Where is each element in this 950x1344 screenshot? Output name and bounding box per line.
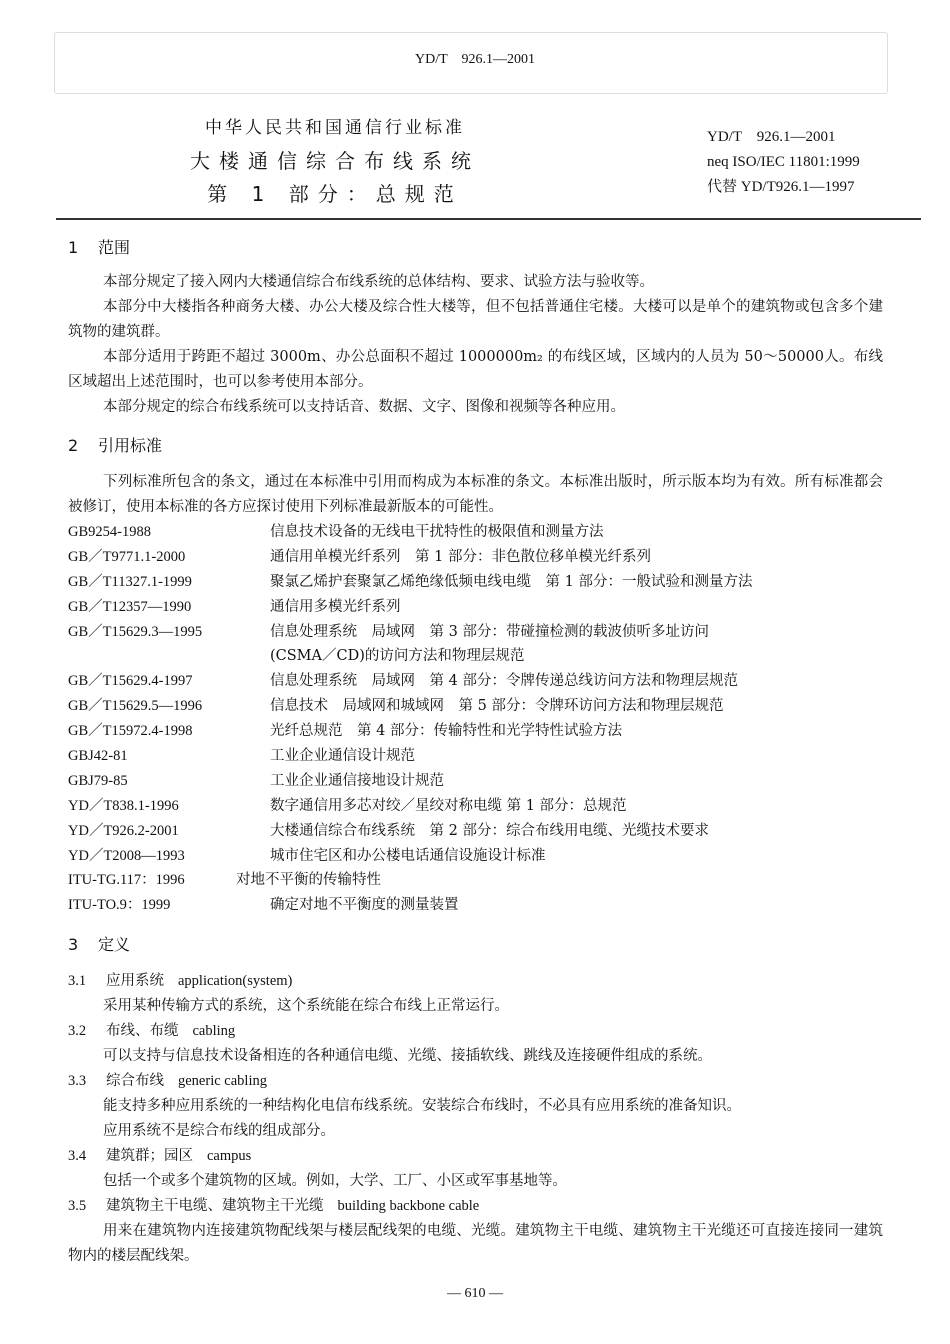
section-1-paragraph: 本部分适用于跨距不超过 3000m、办公总面积不超过 1000000m₂ 的布线区域，区域内的人员为 50～50000人。布线区域超出上述范围时，也可以参考使用本部分。	[68, 349, 883, 390]
reference-title: 通信用多模光纤系列	[270, 598, 401, 615]
reference-title: 大楼通信综合布线系统 第 2 部分：综合布线用电缆、光缆技术要求	[270, 822, 709, 839]
definition-term-en: application(system)	[178, 973, 293, 989]
reference-title: 信息处理系统 局域网 第 4 部分：令牌传递总线访问方法和物理层规范	[270, 673, 738, 690]
definition-term	[68, 1019, 883, 1044]
reference-title: 确定对地不平衡度的测量装置	[270, 897, 459, 914]
section-1-paragraph: 本部分中大楼指各种商务大楼、办公大楼及综合性大楼等，但不包括普通住宅楼。大楼可以是单个的建筑物或包含多个建筑物的建筑群。	[68, 299, 883, 340]
reference-title: 工业企业通信设计规范	[270, 748, 415, 765]
definition-term-zh: 布线、布缆	[106, 1023, 179, 1039]
definition-term-zh: 应用系统	[106, 973, 164, 989]
definition-term-en: cabling	[192, 1023, 236, 1039]
reference-code: GB／T15972.4-1998	[68, 723, 193, 740]
reference-code: GB／T9771.1-2000	[68, 548, 186, 565]
reference-code: GBJ79-85	[68, 772, 128, 789]
document-title: 大楼通信综合布线系统	[190, 149, 480, 173]
reference-code: GB9254-1988	[68, 524, 151, 540]
reference-code: YD／T926.2-2001	[68, 822, 179, 839]
reference-title: 聚氯乙烯护套聚氯乙烯绝缘低频电线电缆 第 1 部分：一般试验和测量方法	[270, 573, 753, 590]
reference-title: 通信用单模光纤系列 第 1 部分：非色散位移单模光纤系列	[270, 548, 651, 565]
reference-title: 对地不平衡的传输特性	[236, 872, 381, 889]
definition-term-en: generic cabling	[178, 1073, 267, 1089]
definition-body: 用来在建筑物内连接建筑物配线架与楼层配线架的电缆、光缆。建筑物主干电缆、建筑物主干光缆还可直接连接同一建筑物内的楼层配线架。	[68, 1223, 883, 1264]
reference-title: 数字通信用多芯对绞／星绞对称电缆 第 1 部分：总规范	[270, 797, 627, 814]
section-title: 范围	[98, 238, 131, 257]
reference-code: ITU-TG.117：1996	[68, 872, 185, 889]
section-title: 引用标准	[98, 436, 163, 455]
definitions-list	[68, 969, 883, 1269]
definition-number: 3.4	[68, 1148, 87, 1164]
definition-body: 能支持多种应用系统的一种结构化电信布线系统。安装综合布线时，不必具有应用系统的准备知识。	[103, 1098, 741, 1114]
definition-term-zh: 建筑群；园区	[106, 1148, 193, 1164]
definition-body: 包括一个或多个建筑物的区域。例如，大学、工厂、小区或军事基地等。	[103, 1173, 567, 1189]
reference-code: GBJ42-81	[68, 748, 128, 765]
section-1-paragraph: 本部分规定的综合布线系统可以支持话音、数据、文字、图像和视频等各种应用。	[103, 399, 625, 415]
definition-term-en: building backbone cable	[337, 1198, 480, 1214]
definition-number: 3.1	[68, 973, 87, 989]
definition-term	[68, 1194, 883, 1219]
reference-title: 光纤总规范 第 4 部分：传输特性和光学特性试验方法	[270, 723, 622, 740]
section-3-heading	[68, 932, 130, 955]
section-number: 3	[68, 935, 79, 954]
definition-term-zh: 建筑物主干电缆、建筑物主干光缆	[106, 1198, 324, 1214]
definition-term-en: campus	[207, 1148, 252, 1164]
reference-title: (CSMA／CD)的访问方法和物理层规范	[270, 648, 525, 665]
reference-title: 信息处理系统 局域网 第 3 部分：带碰撞检测的载波侦听多址访问	[270, 623, 709, 640]
section-number: 1	[68, 238, 79, 257]
definition-number: 3.2	[68, 1023, 87, 1039]
reference-code: GB／T15629.4-1997	[68, 673, 193, 690]
definition-term-zh: 综合布线	[106, 1073, 164, 1089]
title-divider	[56, 218, 921, 220]
definition-number: 3.5	[68, 1198, 87, 1214]
definition-body: 应用系统不是综合布线的组成部分。	[103, 1123, 335, 1139]
section-2-heading	[68, 433, 162, 456]
replaces-note: 代替 YD/T926.1—1997	[707, 179, 855, 195]
section-title: 定义	[98, 935, 131, 954]
definition-term	[68, 1069, 883, 1094]
section-2-intro: 下列标准所包含的条文，通过在本标准中引用而构成为本标准的条文。本标准出版时，所示版本均为有效。所有标准都会被修订，使用本标准的各方应探讨使用下列标准最新版本的可能性。	[68, 474, 883, 515]
equivalence-note: neq ISO/IEC 11801:1999	[707, 154, 860, 170]
section-1-heading	[68, 235, 130, 258]
section-number: 2	[68, 436, 79, 455]
reference-code: ITU-TO.9：1999	[68, 897, 171, 914]
reference-code: GB／T12357—1990	[68, 598, 192, 615]
reference-title: 信息技术 局域网和城域网 第 5 部分：令牌环访问方法和物理层规范	[270, 698, 724, 715]
definition-term	[68, 969, 883, 994]
document-subtitle: 第 1 部分：总规范	[207, 182, 463, 206]
definition-term	[68, 1144, 883, 1169]
standard-code: YD/T 926.1—2001	[707, 129, 836, 145]
reference-code: GB／T11327.1-1999	[68, 573, 192, 590]
reference-code: GB／T15629.3—1995	[68, 623, 203, 640]
page-number: — 610 —	[447, 1286, 503, 1301]
running-header-code: YD/T 926.1—2001	[415, 52, 535, 67]
reference-title: 城市住宅区和办公楼电话通信设施设计标准	[270, 847, 546, 864]
definition-body: 采用某种传输方式的系统，这个系统能在综合布线上正常运行。	[103, 998, 509, 1014]
definition-number: 3.3	[68, 1073, 87, 1089]
reference-code: YD／T838.1-1996	[68, 797, 179, 814]
standard-meta	[707, 125, 860, 200]
reference-code: YD／T2008—1993	[68, 847, 185, 864]
standard-category-title: 中华人民共和国通信行业标准	[205, 118, 465, 138]
reference-title: 工业企业通信接地设计规范	[270, 772, 444, 789]
reference-title: 信息技术设备的无线电干扰特性的极限值和测量方法	[270, 524, 604, 540]
reference-code: GB／T15629.5—1996	[68, 698, 203, 715]
section-1-paragraph: 本部分规定了接入网内大楼通信综合布线系统的总体结构、要求、试验方法与验收等。	[103, 274, 654, 290]
definition-body: 可以支持与信息技术设备相连的各种通信电缆、光缆、接插软线、跳线及连接硬件组成的系统。	[103, 1048, 712, 1064]
